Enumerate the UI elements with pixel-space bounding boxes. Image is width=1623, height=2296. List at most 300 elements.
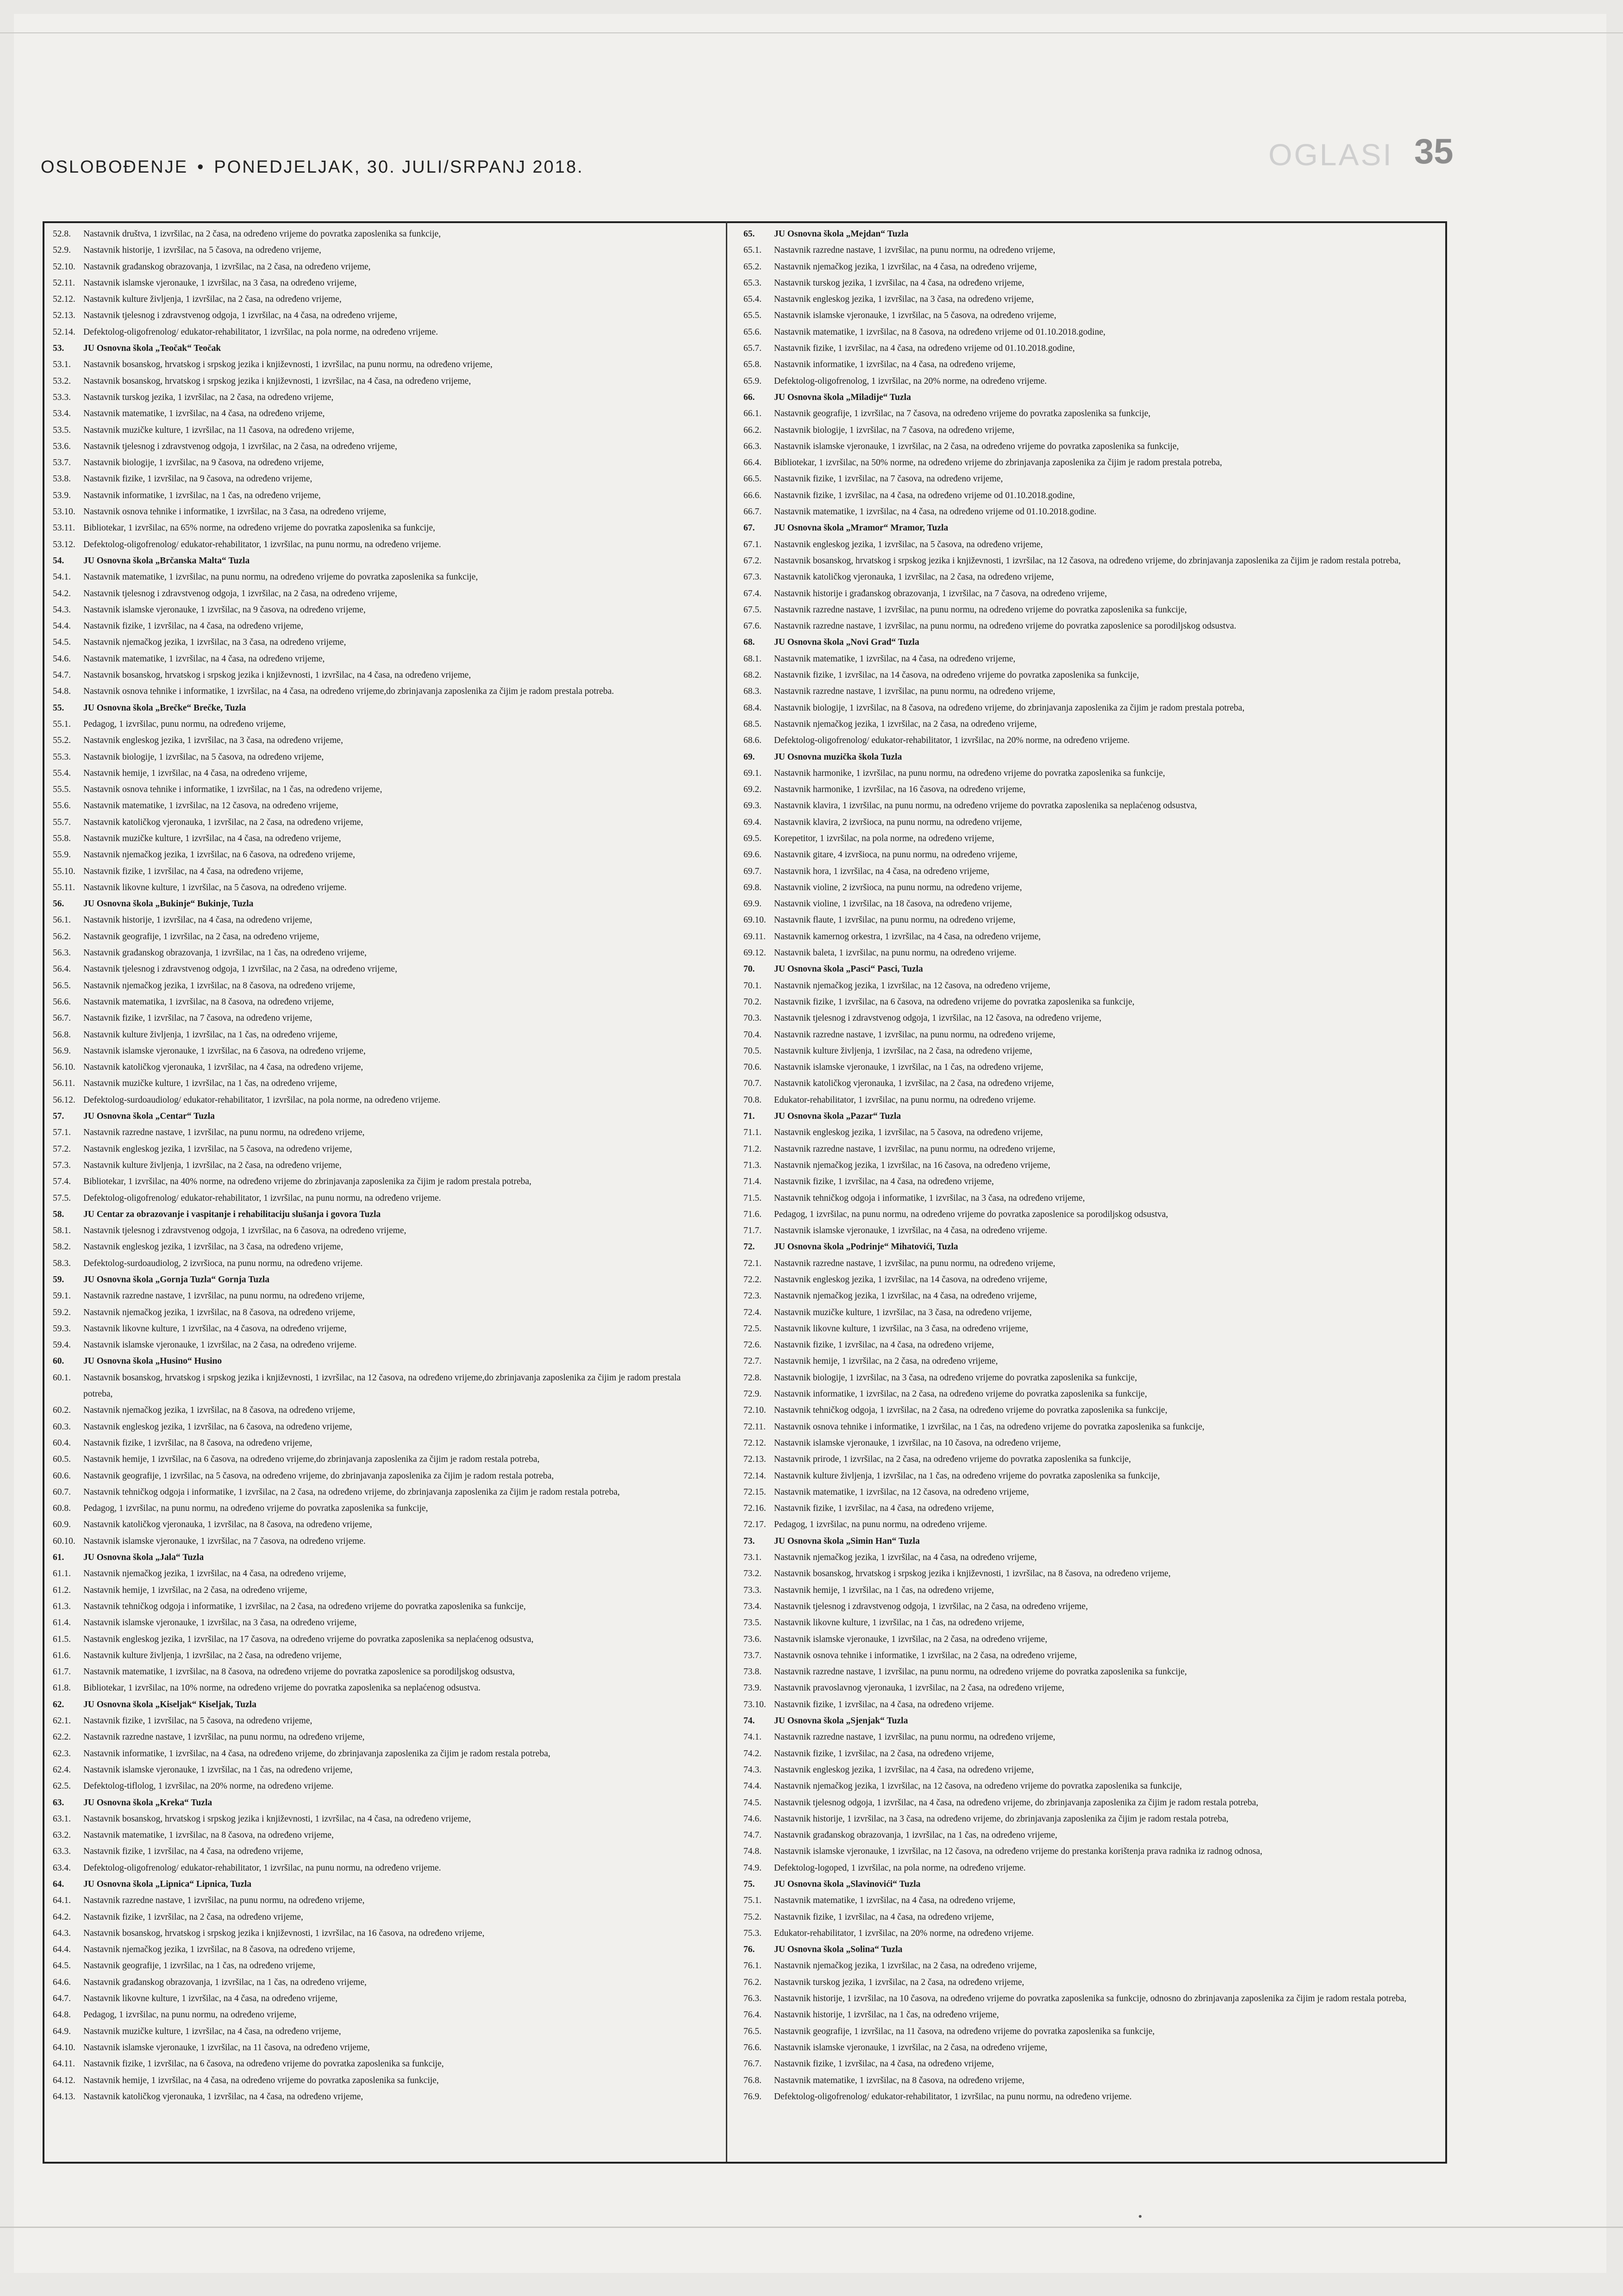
item-text: Pedagog, 1 izvršilac, punu normu, na određeno vrijeme, [83,719,286,729]
item-number: 69.2. [743,785,762,795]
vacancy-item [53,847,709,863]
item-text: Nastavnik pravoslavnog vjeronauka, 1 izvršilac, na 2 časa, na određeno vrijeme, [774,1683,1065,1693]
item-number: 69.6. [743,850,762,860]
item-number: 76.8. [743,2075,762,2085]
item-text: Nastavnik osnova tehnike i informatike, 1 izvršilac, na 2 časa, na određeno vrijeme, [774,1650,1077,1660]
item-number: 54.6. [53,654,71,664]
item-number: 55.1. [53,719,71,729]
school-heading [743,389,1434,406]
item-number: 53.5. [53,425,71,435]
school-heading [743,520,1434,536]
item-text: Defektolog-surdoaudiolog, 2 izvršioca, na punu normu, na određeno vrijeme. [83,1258,363,1268]
item-text: Nastavnik muzičke kulture, 1 izvršilac, na 4 časa, na određeno vrijeme, [83,833,341,843]
item-number: 53.7. [53,458,71,468]
item-text: Nastavnik fizike, 1 izvršilac, na 5 časova, na određeno vrijeme, [83,1716,312,1726]
vacancy-item [53,1958,709,1974]
item-text: Nastavnik osnova tehnike i informatike, 1 izvršilac, na 3 časa, na određeno vrijeme, [83,507,387,517]
item-text: Pedagog, 1 izvršilac, na punu normu, na određeno vrijeme do povratka zaposlenice sa porodiljskog odsustva, [774,1209,1168,1219]
item-number: 52.8. [53,229,71,239]
vacancy-item [743,275,1434,291]
item-text: Nastavnik engleskog jezika, 1 izvršilac, na 3 časa, na određeno vrijeme, [774,294,1034,305]
item-number: 68.3. [743,686,762,697]
vacancy-item [53,1811,709,1827]
item-number: 64.4. [53,1945,71,1955]
item-text: Nastavnik likovne kulture, 1 izvršilac, na 5 časova, na određeno vrijeme. [83,882,347,892]
vacancy-item [53,1223,709,1239]
item-number: 67.4. [743,588,762,599]
item-number: 72.6. [743,1340,762,1350]
item-text: Nastavnik matematike, 1 izvršilac, na 8 časova, na određeno vrijeme, [83,1830,334,1841]
item-text: Nastavnik harmonike, 1 izvršilac, na punu normu, na određeno vrijeme do povratka zaposlenika sa funkcije, [774,768,1165,778]
item-number: 69.12. [743,948,766,958]
item-number: 61.6. [53,1650,71,1660]
item-number: 75.1. [743,1896,762,1906]
item-text: Nastavnik fizike, 1 izvršilac, na 4 časa, na određeno vrijeme. [774,1699,994,1710]
item-text: JU Osnovna škola „Miladije“ Tuzla [774,392,911,402]
vacancy-item [743,504,1434,520]
vacancy-item [53,1860,709,1876]
vacancy-item [53,602,709,618]
vacancy-item [743,1795,1434,1811]
vacancy-item [53,1516,709,1533]
item-text: Nastavnik fizike, 1 izvršilac, na 6 časova, na određeno vrijeme do povratka zaposlenika sa funkcije, [774,997,1135,1007]
item-number: 73.6. [743,1634,762,1644]
item-text: JU Osnovna škola „Kreka“ Tuzla [83,1797,212,1808]
item-text: Nastavnik engleskog jezika, 1 izvršilac, na 5 časova, na određeno vrijeme, [774,539,1043,549]
item-text: Nastavnik islamske vjeronauke, 1 izvršilac, na 2 časa, na određeno vrijeme, [774,1634,1048,1644]
item-text: Nastavnik engleskog jezika, 1 izvršilac, na 3 časa, na određeno vrijeme, [83,1242,343,1252]
vacancy-item [53,961,709,977]
vacancy-item [743,1337,1434,1353]
vacancy-item [743,1974,1434,1990]
item-text: Nastavnik njemačkog jezika, 1 izvršilac, na 8 časova, na određeno vrijeme, [83,1405,355,1416]
vacancy-item [53,1533,709,1549]
item-text: Nastavnik biologije, 1 izvršilac, na 9 časova, na određeno vrijeme, [83,458,324,468]
item-text: Nastavnik razredne nastave, 1 izvršilac, na punu normu, na određeno vrijeme, [83,1896,365,1906]
scan-edge-line [0,32,1623,33]
vacancy-item [53,1680,709,1696]
item-number: 74.4. [743,1781,762,1791]
item-number: 76.6. [743,2042,762,2053]
vacancy-item [743,1827,1434,1843]
item-number: 73.9. [743,1683,762,1693]
item-text: Nastavnik klavira, 2 izvršioca, na punu normu, na određeno vrijeme, [774,817,1022,827]
item-text: Nastavnik kulture življenja, 1 izvršilac, na 1 čas, na određeno vrijeme do povratka zaposlenika sa funkcije, [774,1471,1160,1481]
vacancy-item [743,1370,1434,1386]
vacancy-item [743,2089,1434,2105]
item-number: 65.7. [743,343,762,354]
scan-speck [1139,2215,1142,2218]
vacancy-item [53,1239,709,1255]
item-number: 71.3. [743,1160,762,1170]
item-number: 64.13. [53,2091,75,2102]
item-number: 74.8. [743,1847,762,1857]
item-number: 55.7. [53,817,71,827]
item-number: 59.3. [53,1323,71,1334]
vacancy-item [743,1729,1434,1745]
item-text: Nastavnik geografije, 1 izvršilac, na 2 časa, na određeno vrijeme, [83,931,319,942]
item-number: 72.3. [743,1291,762,1301]
item-number: 53.8. [53,474,71,484]
item-text: Nastavnik fizike, 1 izvršilac, na 2 časa, na određeno vrijeme, [774,1748,994,1759]
item-text: Nastavnik razredne nastave, 1 izvršilac, na punu normu, na određeno vrijeme do povratka zaposlenika sa funkcije, [774,605,1187,615]
school-heading [53,340,709,356]
item-text: Nastavnik fizike, 1 izvršilac, na 6 časova, na određeno vrijeme do povratka zaposlenika sa funkcije, [83,2059,444,2069]
item-number: 72.2. [743,1275,762,1285]
item-number: 59.1. [53,1291,71,1301]
item-text: Defektolog-oligofrenolog/ edukator-rehabilitator, 1 izvršilac, na pola norme, na određeno vrijeme. [83,327,438,337]
item-number: 62.2. [53,1732,71,1742]
item-number: 68.4. [743,703,762,713]
vacancy-item [53,1075,709,1092]
vacancy-item [53,1157,709,1173]
item-number: 60. [53,1356,64,1366]
vacancy-item [53,569,709,585]
vacancy-item [53,1631,709,1647]
item-number: 55.3. [53,752,71,762]
item-text: Defektolog-oligofrenolog/ edukator-rehabilitator, 1 izvršilac, na 20% norme, na određeno vrijeme. [774,736,1130,746]
item-number: 70.1. [743,980,762,991]
item-number: 72.9. [743,1389,762,1399]
item-text: Nastavnik njemačkog jezika, 1 izvršilac, na 8 časova, na određeno vrijeme, [83,1307,355,1317]
item-number: 60.9. [53,1520,71,1530]
item-number: 65.5. [743,311,762,321]
item-number: 71. [743,1111,755,1122]
item-text: Nastavnik tehničkog odgoja i informatike, 1 izvršilac, na 2 časa, na određeno vrijeme, do zbrinjavanja zaposlenika za čijim je radom restala potreba, [83,1487,620,1497]
item-text: Nastavnik informatike, 1 izvršilac, na 2 časa, na određeno vrijeme do povratka zaposlenika sa funkcije, [774,1389,1147,1399]
item-text: JU Osnovna škola „Mejdan“ Tuzla [774,229,909,239]
vacancy-item [743,1631,1434,1647]
item-number: 76.9. [743,2091,762,2102]
school-heading [53,700,709,716]
item-number: 55.9. [53,850,71,860]
item-number: 65.4. [743,294,762,305]
item-text: Nastavnik fizike, 1 izvršilac, na 4 časa, na određeno vrijeme, [774,2059,994,2069]
item-number: 56.12. [53,1095,75,1105]
item-text: Nastavnik engleskog jezika, 1 izvršilac, na 6 časova, na određeno vrijeme, [83,1422,352,1432]
item-number: 72.8. [743,1373,762,1383]
item-number: 72.7. [743,1356,762,1366]
item-number: 65.6. [743,327,762,337]
item-text: Nastavnik tjelesnog i zdravstvenog odgoja, 1 izvršilac, na 12 časova, na određeno vrijeme, [774,1013,1102,1023]
item-text: JU Osnovna škola „Mramor“ Mramor, Tuzla [774,523,949,533]
item-number: 62. [53,1699,64,1710]
item-text: JU Osnovna škola „Husino“ Husino [83,1356,222,1366]
vacancy-item [743,1304,1434,1321]
item-text: Nastavnik geografije, 1 izvršilac, na 11 časova, na određeno vrijeme do povratka zaposlenika sa funkcije, [774,2026,1155,2036]
item-number: 63.1. [53,1814,71,1824]
header-bullet: • [197,157,205,177]
item-text: Nastavnik matematike, 1 izvršilac, na 4 časa, na određeno vrijeme od 01.10.2018.godine. [774,507,1097,517]
vacancy-item [743,1027,1434,1043]
vacancy-item [53,1892,709,1909]
vacancy-item [743,259,1434,275]
item-number: 71.4. [743,1177,762,1187]
item-number: 56.6. [53,997,71,1007]
vacancy-item [743,1435,1434,1451]
item-text: Nastavnik tjelesnog i zdravstvenog odgoja, 1 izvršilac, na 6 časova, na određeno vrijeme, [83,1226,406,1236]
item-number: 73.2. [743,1569,762,1579]
item-number: 57.3. [53,1160,71,1170]
vacancy-item [53,732,709,749]
item-number: 76. [743,1945,755,1955]
item-text: Nastavnik hemije, 1 izvršilac, na 2 časa, na određeno vrijeme, [774,1356,998,1366]
item-text: JU Osnovna škola „Novi Grad“ Tuzla [774,637,919,648]
item-text: Nastavnik harmonike, 1 izvršilac, na 16 časova, na određeno vrijeme, [774,785,1026,795]
item-text: Nastavnik islamske vjeronauke, 1 izvršilac, na 7 časova, na određeno vrijeme. [83,1536,366,1546]
item-number: 53.9. [53,490,71,500]
item-number: 61.1. [53,1569,71,1579]
item-number: 62.3. [53,1748,71,1759]
item-number: 65.9. [743,376,762,386]
item-text: Edukator-rehabilitator, 1 izvršilac, na punu normu, na određeno vrijeme. [774,1095,1036,1105]
item-number: 69.10. [743,915,766,925]
item-text: Nastavnik građanskog obrazovanja, 1 izvršilac, na 1 čas, na određeno vrijeme, [83,948,367,958]
vacancy-item [743,1059,1434,1075]
vacancy-item [53,2072,709,2089]
item-text: Nastavnik muzičke kulture, 1 izvršilac, na 4 časa, na određeno vrijeme, [83,2026,341,2036]
item-number: 66.4. [743,458,762,468]
item-number: 70.6. [743,1062,762,1073]
item-text: Nastavnik njemačkog jezika, 1 izvršilac, na 8 časova, na određeno vrijeme, [83,980,355,991]
vacancy-item [53,1370,709,1403]
vacancy-item [53,978,709,994]
vacancy-item [743,1124,1434,1141]
item-text: Nastavnik razredne nastave, 1 izvršilac, na punu normu, na određeno vrijeme, [83,1128,365,1138]
vacancy-item [743,1386,1434,1402]
vacancy-item [53,1124,709,1141]
item-text: Nastavnik hemije, 1 izvršilac, na 1 čas, na određeno vrijeme, [774,1585,994,1595]
item-number: 69.3. [743,801,762,811]
item-text: Nastavnik turskog jezika, 1 izvršilac, na 2 časa, na određeno vrijeme, [83,392,334,402]
vacancy-item [743,830,1434,847]
item-text: Nastavnik gitare, 4 izvršioca, na punu normu, na određeno vrijeme, [774,850,1017,860]
item-text: Nastavnik njemačkog jezika, 1 izvršilac, na 4 časa, na određeno vrijeme, [774,1553,1037,1563]
item-text: Nastavnik informatike, 1 izvršilac, na 1 čas, na određeno vrijeme, [83,490,321,500]
vacancy-item [743,1141,1434,1157]
item-text: Defektolog-tiflolog, 1 izvršilac, na 20% norme, na određeno vrijeme. [83,1781,334,1791]
item-text: Nastavnik fizike, 1 izvršilac, na 4 časa, na određeno vrijeme, [774,1340,994,1350]
vacancy-item [53,880,709,896]
vacancy-item [743,1500,1434,1516]
vacancy-item [743,2056,1434,2072]
item-number: 69.8. [743,882,762,892]
item-number: 67.5. [743,605,762,615]
item-text: Nastavnik likovne kulture, 1 izvršilac, na 1 čas, na određeno vrijeme, [774,1618,1024,1628]
vacancy-item [53,781,709,798]
item-number: 56.10. [53,1062,75,1073]
vacancy-item [53,356,709,373]
vacancy-item [53,291,709,307]
vacancy-item [53,634,709,650]
item-number: 64.12. [53,2075,75,2085]
item-number: 73.7. [743,1650,762,1660]
item-text: Nastavnik islamske vjeronauke, 1 izvršilac, na 11 časova, na određeno vrijeme, [83,2042,370,2053]
vacancy-item [53,586,709,602]
vacancy-item [743,1223,1434,1239]
item-text: JU Osnovna škola „Pazar“ Tuzla [774,1111,901,1122]
item-number: 71.2. [743,1144,762,1154]
item-text: Nastavnik katoličkog vjeronauka, 1 izvršilac, na 8 časova, na određeno vrijeme, [83,1520,372,1530]
item-number: 68.5. [743,719,762,729]
item-number: 64.5. [53,1961,71,1971]
item-text: Nastavnik turskog jezika, 1 izvršilac, na 4 časa, na određeno vrijeme, [774,278,1024,288]
vacancy-item [53,912,709,928]
vacancy-item [743,1615,1434,1631]
vacancy-item [743,2007,1434,2023]
vacancy-item [53,226,709,242]
item-number: 74.5. [743,1797,762,1808]
vacancy-item [743,929,1434,945]
vacancy-item [53,830,709,847]
item-text: Nastavnik engleskog jezika, 1 izvršilac, na 5 časova, na određeno vrijeme, [774,1128,1043,1138]
vacancy-item [743,945,1434,961]
item-number: 55.11. [53,882,75,892]
vacancy-item [53,1468,709,1484]
item-number: 73.10. [743,1699,766,1710]
vacancy-item [743,1272,1434,1288]
item-text: Nastavnik matematike, 1 izvršilac, na 4 časa, na određeno vrijeme, [774,654,1016,664]
item-number: 57.1. [53,1128,71,1138]
item-number: 75. [743,1879,755,1889]
vacancy-item [53,2056,709,2072]
vacancy-item [53,389,709,406]
item-text: Bibliotekar, 1 izvršilac, na 65% norme, na određeno vrijeme do povratka zaposlenika sa funkcije, [83,523,436,533]
item-text: Nastavnik matematike, 1 izvršilac, na punu normu, na određeno vrijeme do povratka zaposlenika sa funkcije, [83,572,478,582]
scan-bottom-edge [0,2227,1623,2228]
item-text: JU Centar za obrazovanje i vaspitanje i rehabilitaciju slušanja i govora Tuzla [83,1209,381,1219]
item-number: 66. [743,392,755,402]
vacancy-item [743,422,1434,438]
item-number: 64.2. [53,1912,71,1922]
item-number: 56.9. [53,1046,71,1056]
vacancy-item [53,667,709,683]
item-text: Nastavnik hemije, 1 izvršilac, na 4 časa, na određeno vrijeme do povratka zaposlenika sa funkcije, [83,2075,439,2085]
item-text: Nastavnik violine, 1 izvršilac, na 18 časova, na određeno vrijeme, [774,899,1012,909]
vacancy-item [743,553,1434,569]
item-text: Nastavnik bosanskog, hrvatskog i srpskog jezika i književnosti, 1 izvršilac, na 4 časa, na određeno vrijeme, [83,1814,471,1824]
vacancy-item [743,307,1434,324]
vacancy-item [53,1059,709,1075]
vacancy-item [743,1010,1434,1026]
item-number: 62.1. [53,1716,71,1726]
left-column [53,226,709,2159]
item-number: 56.11. [53,1079,75,1089]
item-number: 60.8. [53,1504,71,1514]
item-text: Nastavnik razredne nastave, 1 izvršilac, na punu normu, na određeno vrijeme, [83,1732,365,1742]
vacancy-item [53,259,709,275]
item-text: Nastavnik kulture življenja, 1 izvršilac, na 2 časa, na određeno vrijeme, [83,1650,342,1660]
item-text: JU Osnovna škola „Teočak“ Teočak [83,343,221,354]
item-text: Nastavnik fizike, 1 izvršilac, na 4 časa, na određeno vrijeme, [83,621,303,631]
school-heading [53,1549,709,1566]
item-text: Nastavnik fizike, 1 izvršilac, na 8 časova, na određeno vrijeme, [83,1438,312,1448]
page-number: 35 [1414,132,1454,171]
item-number: 63. [53,1797,64,1808]
item-number: 72.16. [743,1504,766,1514]
item-text: Nastavnik njemačkog jezika, 1 izvršilac, na 16 časova, na određeno vrijeme, [774,1160,1050,1170]
item-text: Nastavnik razredne nastave, 1 izvršilac, na punu normu, na određeno vrijeme do povratka zaposlenice sa porodiljskog odsustva. [774,621,1236,631]
item-number: 66.3. [743,441,762,451]
vacancy-item [53,275,709,291]
item-text: JU Osnovna muzička škola Tuzla [774,752,902,762]
item-number: 71.6. [743,1209,762,1219]
item-text: JU Osnovna škola „Brečke“ Brečke, Tuzla [83,703,246,713]
item-number: 55.5. [53,785,71,795]
item-text: Nastavnik engleskog jezika, 1 izvršilac, na 14 časova, na određeno vrijeme, [774,1275,1048,1285]
item-number: 53.3. [53,392,71,402]
vacancy-item [53,2007,709,2023]
vacancy-item [53,537,709,553]
vacancy-item [53,471,709,487]
item-number: 58.2. [53,1242,71,1252]
item-text: Nastavnik bosanskog, hrvatskog i srpskog jezika i književnosti, 1 izvršilac, na punu normu, na određeno vrijeme, [83,360,493,370]
vacancy-item [53,504,709,520]
vacancy-item [743,1647,1434,1664]
item-number: 54.7. [53,670,71,680]
item-number: 68.1. [743,654,762,664]
vacancy-item [53,1141,709,1157]
item-text: Nastavnik fizike, 1 izvršilac, na 4 časa, na određeno vrijeme, [774,1177,994,1187]
vacancy-item [743,586,1434,602]
item-number: 57.5. [53,1193,71,1203]
vacancy-item [743,1288,1434,1304]
item-text: Nastavnik biologije, 1 izvršilac, na 8 časova, na određeno vrijeme, do zbrinjavanja zaposlenika za čijim je radom prestala potreba, [774,703,1245,713]
vacancy-item [743,1157,1434,1173]
item-text: Nastavnik fizike, 1 izvršilac, na 4 časa, na određeno vrijeme, [83,866,303,876]
item-number: 69.9. [743,899,762,909]
school-heading [53,1353,709,1369]
item-text: Nastavnik fizike, 1 izvršilac, na 9 časova, na određeno vrijeme, [83,474,312,484]
item-number: 56.3. [53,948,71,958]
item-number: 76.1. [743,1961,762,1971]
item-text: Nastavnik biologije, 1 izvršilac, na 7 časova, na određeno vrijeme, [774,425,1015,435]
item-number: 53.1. [53,360,71,370]
item-text: Nastavnik fizike, 1 izvršilac, na 4 časa, na određeno vrijeme, [774,1912,994,1922]
item-text: JU Osnovna škola „Gornja Tuzla“ Gornja Tuzla [83,1275,270,1285]
item-number: 76.3. [743,1994,762,2004]
item-text: Nastavnik katoličkog vjeronauka, 1 izvršilac, na 2 časa, na određeno vrijeme, [774,572,1054,582]
school-heading [53,896,709,912]
item-number: 56.5. [53,980,71,991]
vacancy-item [743,1566,1434,1582]
item-number: 64.11. [53,2059,75,2069]
item-number: 68.2. [743,670,762,680]
item-number: 74. [743,1716,755,1726]
item-text: JU Osnovna škola „Bukinje“ Bukinje, Tuzla [83,899,254,909]
vacancy-item [743,781,1434,798]
item-text: Nastavnik njemačkog jezika, 1 izvršilac, na 4 časa, na određeno vrijeme, [774,1291,1037,1301]
vacancy-item [53,929,709,945]
vacancy-item [53,1451,709,1467]
item-text: Nastavnik islamske vjeronauke, 1 izvršilac, na 6 časova, na određeno vrijeme, [83,1046,366,1056]
vacancy-item [53,1598,709,1615]
item-number: 68.6. [743,736,762,746]
item-number: 61.8. [53,1683,71,1693]
vacancy-item [53,1664,709,1680]
vacancy-item [743,978,1434,994]
vacancy-item [53,2040,709,2056]
vacancy-item [743,438,1434,455]
item-text: Nastavnik islamske vjeronauke, 1 izvršilac, na 5 časova, na određeno vrijeme, [774,311,1056,321]
vacancy-item [53,1990,709,2007]
vacancy-item [743,683,1434,699]
item-number: 54.4. [53,621,71,631]
vacancy-item [53,1582,709,1598]
vacancy-item [53,242,709,258]
item-text: Nastavnik muzičke kulture, 1 izvršilac, na 3 časa, na određeno vrijeme, [774,1307,1032,1317]
item-number: 69.7. [743,866,762,876]
